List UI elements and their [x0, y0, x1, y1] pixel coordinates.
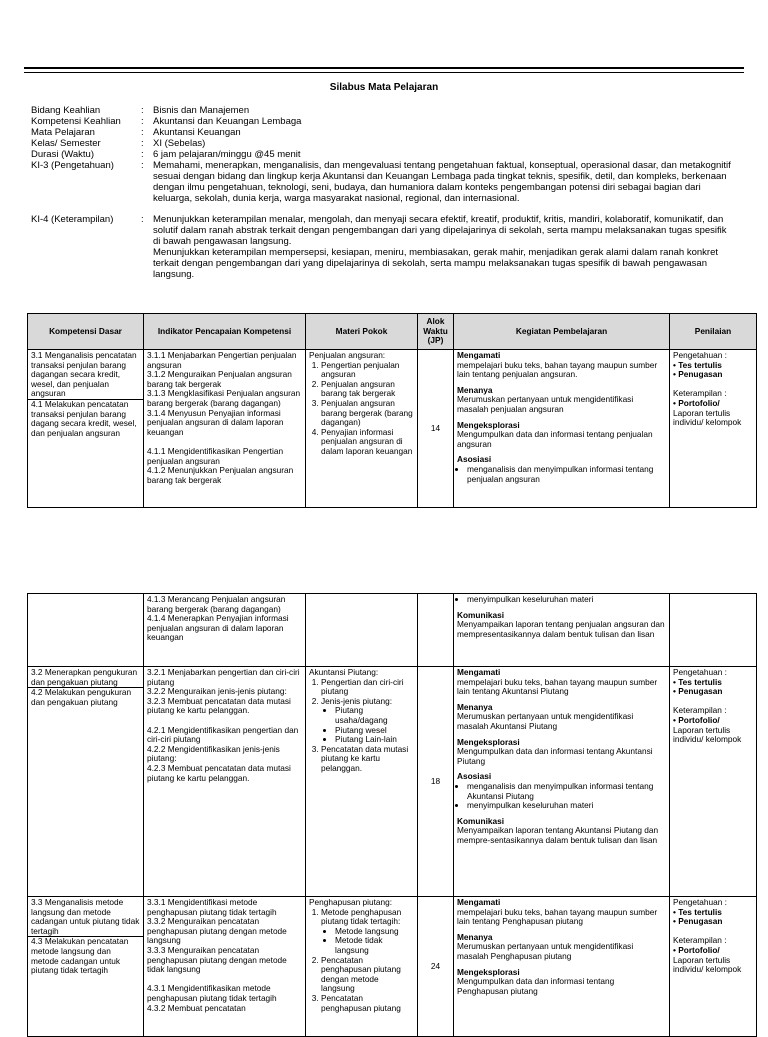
info-row: Kelas/ Semester : XI (Sebelas): [31, 138, 206, 149]
kd-cell: 3.1 Menganalisis pencatatan transaksi penjulan barang dagangan secara kredit, wesel, dan penjualan angsuran 4.1 Melakukan pencatatan transaksi penjulan barang dagang secara kredit, wesel, dan penjualan angsuran: [28, 350, 144, 508]
col-header: Penilaian: [670, 314, 757, 350]
col-header: Indikator Pencapaian Kompetensi: [144, 314, 306, 350]
top-rule: [24, 67, 744, 69]
alok-cell: 18: [418, 667, 454, 897]
table-row: [28, 897, 757, 1037]
materi-cell: Akuntansi Piutang: 1. Pengertian dan ciri-ciri piutang 2. Jenis-jenis piutang: • Piutang usaha/dagang • Piutang wesel • Piutang Lain-lain 3. Pencatatan data mutasi piutang ke kartu pelanggan.: [306, 667, 418, 897]
indikator-cell: 4.1.3 Merancang Penjualan angsuran barang bergerak (barang dagangan) 4.1.4 Menerapkan Penyajian informasi penjualan angsuran di dalam laporan keuangan: [144, 594, 306, 667]
top-rule-thin: [24, 72, 744, 73]
penilaian-cell: Pengetahuan : • Tes tertulis • Penugasan Keterampilan : • Portofolio/ Laporan tertulis individu/ kelompok: [670, 350, 757, 508]
info-row: Mata Pelajaran : Akuntansi Keuangan: [31, 127, 241, 138]
indikator-cell: 3.3.1 Mengidentifikasi metode penghapusan piutang tidak tertagih 3.3.2 Menguraikan pencatatan penghapusan piutang dengan metode langsung 3.3.3 Menguraikan pencatatan penghapusan piutang dengan metode tidak langsung 4.3.1 Mengidentifikasikan metode penghapusan piutang tidak tertagih 4.3.2 Membuat pencatatan: [144, 897, 306, 1037]
info-block: [31, 105, 731, 280]
table-row: [28, 594, 757, 667]
penilaian-cell: Pengetahuan : • Tes tertulis • Penugasan Keterampilan : • Portofolio/ Laporan tertulis individu/ kelompok: [670, 897, 757, 1037]
indikator-cell: 3.2.1 Menjabarkan pengertian dan ciri-ciri piutang 3.2.2 Menguraikan jenis-jenis piutang: 3.2.3 Membuat pencatatan data mutasi piutang ke kartu pelanggan. 4.2.1 Mengidentifikasikan pengertian dan ciri-ciri piutang 4.2.2 Mengidentifikasikan jenis-jenis piutang: 4.2.3 Membuat pencatatan data mutasi piutang ke kartu pelanggan.: [144, 667, 306, 897]
penilaian-cell: Pengetahuan : • Tes tertulis • Penugasan Keterampilan : • Portofolio/ Laporan tertulis individu/ kelompok: [670, 667, 757, 897]
info-row: Kompetensi Keahlian : Akuntansi dan Keuangan Lembaga: [31, 116, 302, 127]
kegiatan-cell: Mengamati mempelajari buku teks, bahan tayang maupun sumber lain tentang Akuntansi Piutang Menanya Merumuskan pertanyaan untuk mengidentifikasi masalah Akuntansi Piutang Mengeksplorasi Mengumpulkan data dan informasi tentang Akuntansi Piutang Asosiasi • menganalisis dan menyimpulkan informasi tentang Akuntansi Piutang • menyimpulkan keseluruhan materi Komunikasi Menyampaikan laporan tentang Akuntansi Piutang dan mempre-sentasikannya dalam bentuk tulisan dan lisan: [454, 667, 670, 897]
kd-cell: 3.2 Menerapkan pengukuran dan pengakuan piutang 4.2 Melakukan pengukuran dan pengakuan piutang: [28, 667, 144, 897]
kd-cell: 3.3 Menganalisis metode langsung dan metode cadangan untuk piutang tidak tertagih 4.3 Melakukan pencatatan metode langsung dan metode cadangan untuk piutang tidak tertagih: [28, 897, 144, 1037]
indikator-cell: 3.1.1 Menjabarkan Pengertian penjualan angsuran 3.1.2 Menguraikan Penjualan angsuran barang tak bergerak 3.1.3 Mengklasifikasi Penjualan angsuran barang bergerak (barang dagangan) 3.1.4 Menyusun Penyajian informasi penjualan angsuran di dalam laporan keuangan 4.1.1 Mengidentifikasikan Pengertian penjualan angsuran 4.1.2 Menunjukkan Penjualan angsuran barang tak bergerak: [144, 350, 306, 508]
info-row: KI-3 (Pengetahuan) : Memahami, menerapkan, menganalisis, dan mengevaluasi tentang pengetahuan faktual, konseptual, operasional dasar, dan metakognitif sesuai dengan bidang dan lingkup kerja Akuntansi dan Keuangan Lembaga pada tingkat teknis, spesifik, detil, dan kompleks, berkenaan dengan ilmu pengetahuan, teknologi, seni, budaya, dan humaniora dalam konteks pengembangan potensi diri sebagai bagian dari keluarga, sekolah, dunia kerja, warga masyarakat nasional, regional, dan internasional.: [31, 160, 731, 204]
table-row: [28, 667, 757, 897]
kegiatan-cell: Mengamati mempelajari buku teks, bahan tayang maupun sumber lain tentang penjualan angsuran. Menanya Merumuskan pertanyaan untuk mengidentifikasi masalah penjualan angsuran Mengeksplorasi Mengumpulkan data dan informasi tentang penjualan angsuran Asosiasi • menganalisis dan menyimpulkan informasi tentang penjualan angsuran: [454, 350, 670, 508]
page-title: Silabus Mata Pelajaran: [329, 82, 439, 93]
col-header: Materi Pokok: [306, 314, 418, 350]
table-row: [28, 350, 757, 508]
alok-cell: 24: [418, 897, 454, 1037]
info-row: Durasi (Waktu) : 6 jam pelajaran/minggu @45 menit: [31, 149, 301, 160]
info-row: Bidang Keahlian : Bisnis dan Manajemen: [31, 105, 250, 116]
table-header-row: [28, 314, 757, 350]
col-header: Kegiatan Pembelajaran: [454, 314, 670, 350]
materi-cell: Penjualan angsuran: 1. Pengertian penjualan angsuran 2. Penjualan angsuran barang tak bergerak 3. Penjualan angsuran barang bergerak (barang dagangan) 4. Penyajian informasi penjualan angsuran di dalam laporan keuangan: [306, 350, 418, 508]
col-header: Kompetensi Dasar: [28, 314, 144, 350]
kegiatan-cell: Mengamati mempelajari buku teks, bahan tayang maupun sumber lain tentang Penghapusan piutang Menanya Merumuskan pertanyaan untuk mengidentifikasi masalah Penghapusan piutang Mengeksplorasi Mengumpulkan data dan informasi tentang Penghapusan piutang: [454, 897, 670, 1037]
col-header: Alok Waktu (JP): [418, 314, 454, 350]
kegiatan-cell: • menyimpulkan keseluruhan materi Komunikasi Menyampaikan laporan tentang penjualan angsuran dan mempresentasikannya dalam bentuk tulisan dan lisan: [454, 594, 670, 667]
alok-cell: 14: [418, 350, 454, 508]
materi-cell: Penghapusan piutang: 1. Metode penghapusan piutang tidak tertagih: • Metode langsung • Metode tidak langsung 2. Pencatatan penghapusan piutang dengan metode langsung 3. Pencatatan penghapusan piutang: [306, 897, 418, 1037]
syllabus-table-page2: [27, 593, 757, 1037]
syllabus-table: [27, 313, 757, 508]
info-row: KI-4 (Keterampilan) : Menunjukkan keterampilan menalar, mengolah, dan menyaji secara efektif, kreatif, produktif, kritis, mandiri, kolaboratif, komunikatif, dan solutif dalam ranah abstrak terkait dengan pengembangan dari yang dipelajarinya di sekolah, serta mampu melaksanakan tugas spesifik di bawah pengawasan langsung. Menunjukkan keterampilan mempersepsi, kesiapan, meniru, membiasakan, gerak mahir, menjadikan gerak alami dalam ranah konkret terkait dengan pengembangan dari yang dipelajarinya di sekolah, serta mampu melaksanakan tugas spesifik di bawah pengawasan langsung.: [31, 214, 727, 280]
